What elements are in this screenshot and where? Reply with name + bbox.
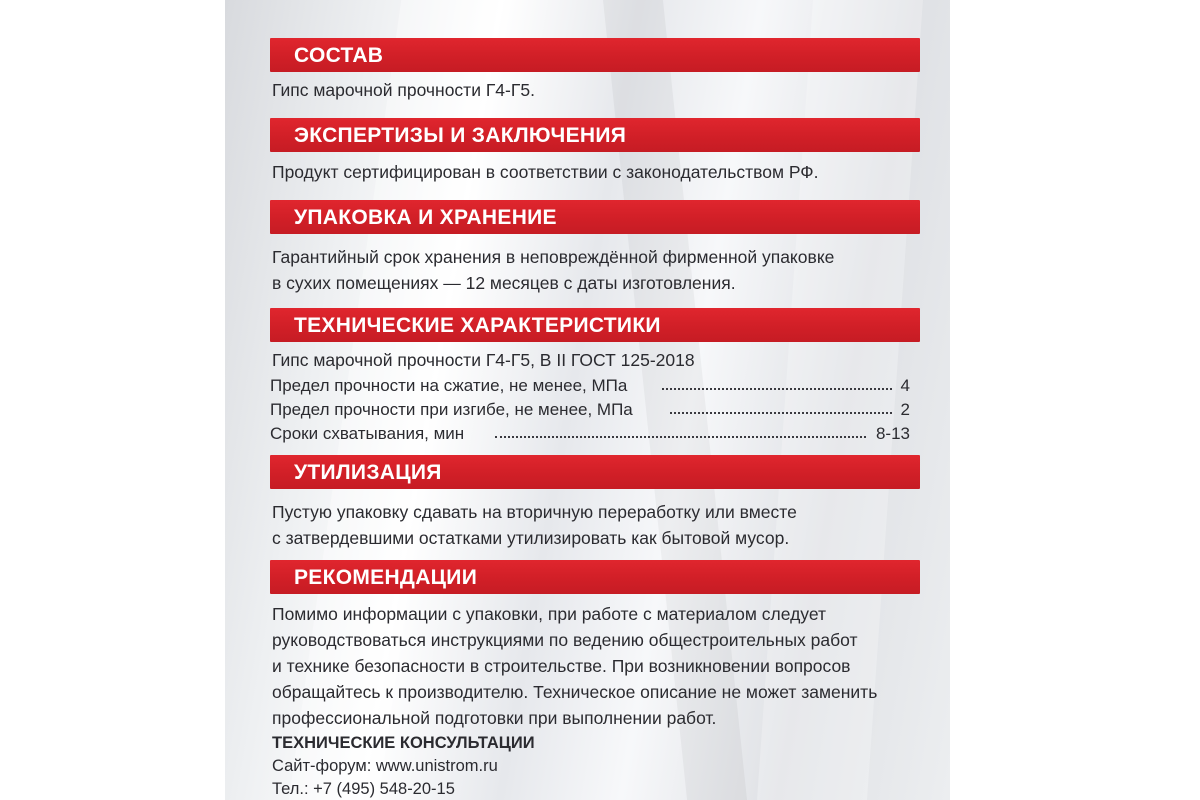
section-title: СОСТАВ	[294, 44, 384, 67]
section-title: РЕКОМЕНДАЦИИ	[294, 566, 478, 589]
section-header-disposal	[270, 455, 920, 489]
dot-leader	[495, 436, 866, 438]
recommendations-line: руководствоваться инструкциями по ведению общестроительных работ	[272, 630, 858, 650]
spec-row	[270, 424, 910, 446]
consultation-title: ТЕХНИЧЕСКИЕ КОНСУЛЬТАЦИИ	[272, 734, 535, 752]
recommendations-line: и технике безопасности в строительстве. При возникновении вопросов	[272, 656, 851, 676]
dot-leader	[662, 388, 892, 390]
section-title: УТИЛИЗАЦИЯ	[294, 461, 442, 484]
spec-row	[270, 400, 910, 422]
composition-text: Гипс марочной прочности Г4-Г5.	[272, 80, 535, 100]
packaging-line: Гарантийный срок хранения в неповреждённой фирменной упаковке	[272, 247, 835, 267]
section-header-expertise	[270, 118, 920, 152]
disposal-line: Пустую упаковку сдавать на вторичную переработку или вместе	[272, 502, 797, 522]
section-title: ЭКСПЕРТИЗЫ И ЗАКЛЮЧЕНИЯ	[294, 124, 627, 147]
spec-row	[270, 376, 910, 398]
section-title: УПАКОВКА И ХРАНЕНИЕ	[294, 206, 557, 229]
expertise-text: Продукт сертифицирован в соответствии с законодательством РФ.	[272, 162, 819, 182]
recommendations-line: обращайтесь к производителю. Техническое описание не может заменить	[272, 682, 878, 702]
section-header-specs	[270, 308, 920, 342]
packaging-line: в сухих помещениях — 12 месяцев с даты изготовления.	[272, 273, 736, 293]
label-content	[270, 0, 925, 800]
spec-value: 4	[900, 376, 910, 395]
section-header-composition	[270, 38, 920, 72]
consultation-phone: Тел.: +7 (495) 548-20-15	[272, 780, 455, 798]
section-header-recommendations	[270, 560, 920, 594]
disposal-line: с затвердевшими остатками утилизировать как бытовой мусор.	[272, 528, 790, 548]
section-header-packaging	[270, 200, 920, 234]
recommendations-line: профессиональной подготовки при выполнении работ.	[272, 708, 717, 728]
dot-leader	[670, 412, 892, 414]
section-title: ТЕХНИЧЕСКИЕ ХАРАКТЕРИСТИКИ	[294, 314, 661, 337]
spec-name: Сроки схватывания, мин	[270, 424, 465, 443]
spec-name: Предел прочности при изгибе, не менее, МПа	[270, 400, 633, 419]
recommendations-line: Помимо информации с упаковки, при работе с материалом следует	[272, 604, 827, 624]
spec-name: Предел прочности на сжатие, не менее, МПа	[270, 376, 628, 395]
consultation-site: Сайт-форум: www.unistrom.ru	[272, 757, 498, 775]
spec-value: 8-13	[875, 424, 910, 443]
specs-intro: Гипс марочной прочности Г4-Г5, В II ГОСТ 125-2018	[272, 350, 695, 370]
spec-value: 2	[900, 400, 910, 419]
